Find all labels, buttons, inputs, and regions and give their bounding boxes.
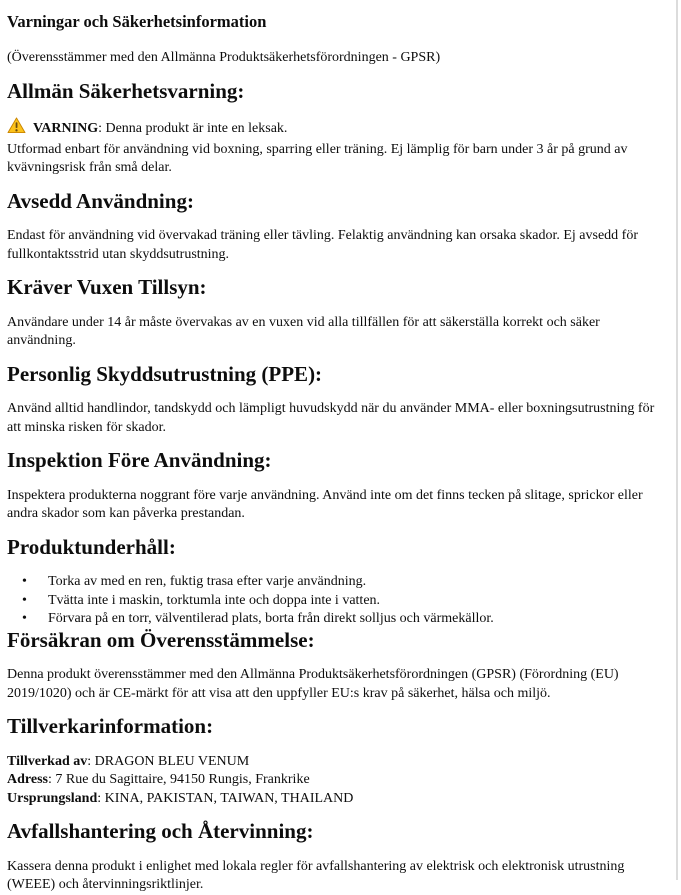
section-heading-disposal: Avfallshantering och Återvinning:	[7, 819, 314, 843]
disposal-text: Kassera denna produkt i enlighet med lokala regler för avfallshantering av elektrisk och elektronisk utrustning (WEEE) och återvinningsriktlinjer.	[7, 858, 625, 892]
section-heading-ppe: Personlig Skyddsutrustning (PPE):	[7, 361, 323, 386]
list-item: • Torka av med en ren, fuktig trasa efter varje användning.	[7, 573, 663, 592]
info-value: : DRAGON BLEU VENUM	[87, 753, 250, 769]
conformity-text: Denna produkt överensstämmer med den Allmänna Produktsäkerhetsförordningen (GPSR) (Förordning (EU) 2019/1020) och är CE-märkt för att visa att den uppfyller EU:s krav på säkerhet, hälsa och miljö.	[7, 667, 619, 701]
info-value: : KINA, PAKISTAN, TAIWAN, THAILAND	[97, 790, 354, 806]
page-edge-divider	[676, 0, 678, 880]
section-heading-intended-use: Avsedd Användning:	[7, 188, 194, 213]
warning-text: : Denna produkt är inte en leksak.	[98, 121, 288, 136]
ppe-text: Använd alltid handlindor, tandskydd och lämpligt huvudskydd när du använder MMA- eller boxningsutrustning för att minska risken för skador.	[7, 401, 655, 435]
section-heading-general-safety: Allmän Säkerhetsvarning:	[7, 78, 245, 103]
general-safety-text: Utformad enbart för användning vid boxning, sparring eller träning. Ej lämplig för barn under 3 år på grund av kvävningsrisk från små delar.	[7, 141, 628, 175]
manufacturer-row	[7, 771, 663, 790]
warning-line	[7, 117, 663, 141]
section-heading-supervision: Kräver Vuxen Tillsyn:	[7, 275, 207, 299]
manufacturer-row	[7, 753, 663, 772]
manufacturer-info-block	[7, 753, 663, 809]
info-label: Adress	[7, 772, 48, 787]
section-heading-conformity: Försäkran om Överensstämmelse:	[7, 627, 315, 652]
section-heading-maintenance: Produktunderhåll:	[7, 534, 176, 559]
inspection-text: Inspektera produkterna noggrant före varje användning. Använd inte om det finns tecken på slitage, sprickor eller andra skador som kan påverka prestandan.	[7, 487, 643, 521]
section-heading-manufacturer: Tillverkarinformation:	[7, 714, 214, 738]
warning-triangle-icon	[7, 117, 26, 141]
list-item: • Tvätta inte i maskin, torktumla inte och doppa inte i vatten.	[7, 592, 663, 611]
regulation-subtitle: (Överensstämmer med den Allmänna Produktsäkerhetsförordningen - GPSR)	[7, 50, 441, 65]
page-title: Varningar och Säkerhetsinformation	[7, 12, 267, 31]
info-value: : 7 Rue du Sagittaire, 94150 Rungis, Frankrike	[47, 772, 310, 787]
intended-use-text: Endast för användning vid övervakad träning eller tävling. Felaktig användning kan orsaka skador. Ej avsedd för fullkontaktsstrid utan skyddsutrustning.	[7, 228, 638, 262]
manufacturer-row	[7, 790, 663, 809]
section-heading-inspection: Inspektion Före Användning:	[7, 448, 272, 472]
list-item: • Förvara på en torr, välventilerad plats, borta från direkt solljus och värmekällor.	[7, 610, 663, 629]
info-label: Ursprungsland	[7, 790, 98, 806]
supervision-text: Användare under 14 år måste övervakas av en vuxen vid alla tillfällen för att säkerställa korrekt och säker användning.	[7, 314, 600, 348]
warning-label: VARNING	[33, 121, 99, 136]
info-label: Tillverkad av	[7, 753, 88, 769]
maintenance-list	[7, 573, 663, 629]
general-safety-block	[7, 117, 663, 178]
